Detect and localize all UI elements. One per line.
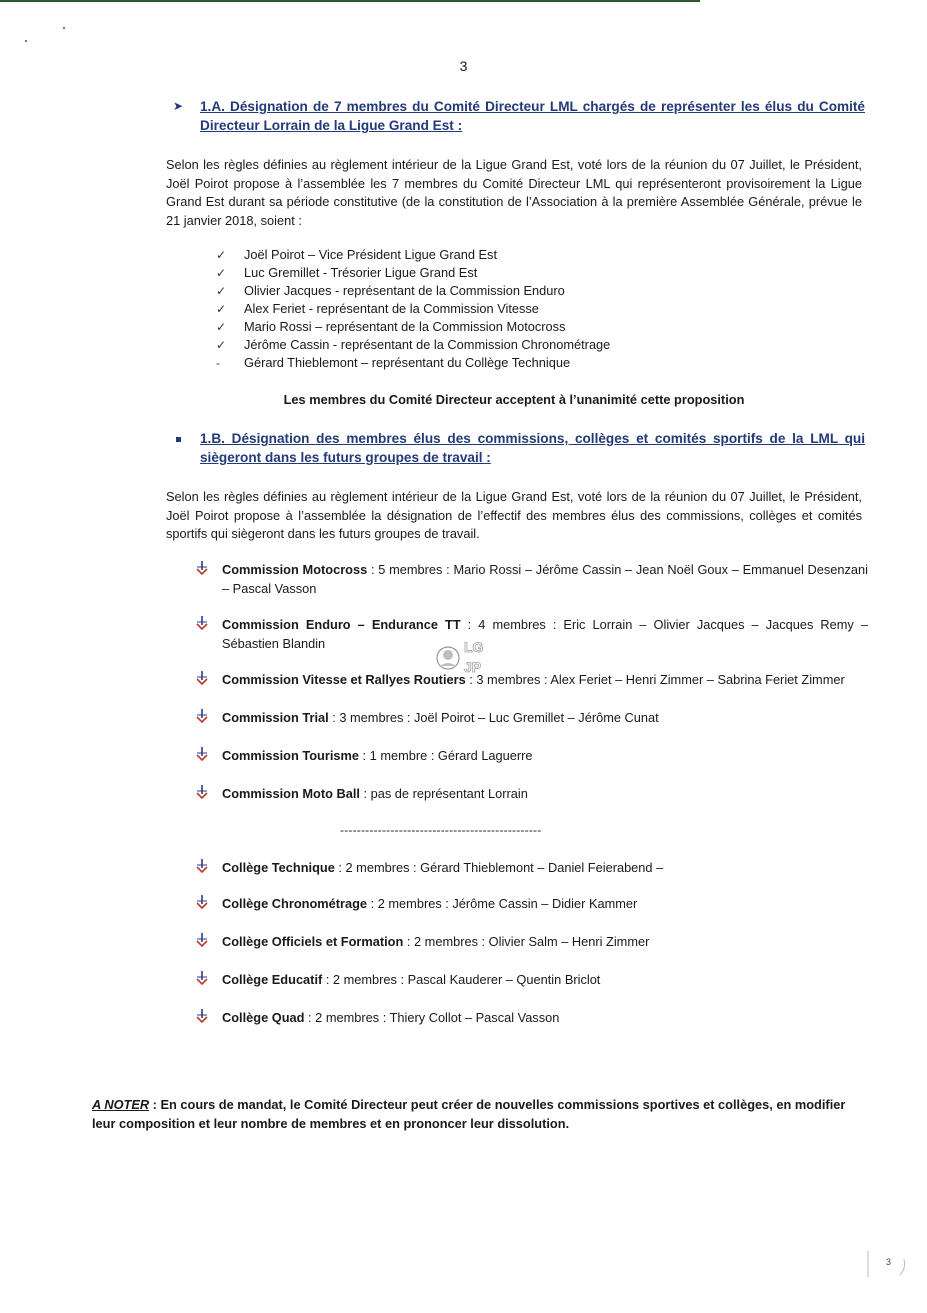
member-item (216, 318, 610, 336)
commission-entry (196, 784, 868, 803)
commission-text (222, 615, 868, 653)
square-bullet-icon (176, 437, 181, 442)
commission-entry (196, 615, 868, 653)
college-detail: : 2 membres : Olivier Salm – Henri Zimmer (403, 934, 650, 949)
commission-name: Commission Enduro – Endurance TT (222, 617, 461, 632)
college-name: Collège Educatif (222, 972, 323, 987)
down-arrow-bullet-icon (196, 1009, 208, 1023)
down-arrow-bullet-icon (196, 785, 208, 799)
member-text: Gérard Thieblemont – représentant du Collège Technique (244, 355, 571, 370)
down-arrow-bullet-icon (196, 709, 208, 723)
college-text (222, 858, 868, 877)
college-detail: : 2 membres : Jérôme Cassin – Didier Kammer (367, 896, 638, 911)
college-detail: : 2 membres : Gérard Thieblemont – Daniel Feierabend – (334, 860, 664, 875)
member-text: Luc Gremillet - Trésorier Ligue Grand Est (244, 265, 478, 280)
commission-entry (196, 746, 868, 765)
college-text (222, 932, 868, 951)
scan-speck (25, 40, 27, 42)
commission-name: Commission Moto Ball (222, 786, 360, 801)
checkmark-icon: ✓ (216, 320, 227, 334)
down-arrow-bullet-icon (196, 971, 208, 985)
college-entry (196, 894, 868, 913)
commission-detail: : 4 membres : Eric Lorrain – Olivier Jacques – Jacques Remy – Sébastien Blandin (222, 617, 868, 651)
checkmark-icon: ✓ (216, 248, 227, 262)
commission-text (222, 560, 868, 598)
note-text: : En cours de mandat, le Comité Directeur peut créer de nouvelles commissions sportives et collèges, en modifier leur composition et leur nombre de membres et en prononcer leur dissolution. (92, 1097, 846, 1131)
college-entry (196, 1008, 868, 1027)
commission-name: Commission Tourisme (222, 748, 359, 763)
college-entry (196, 932, 868, 951)
commission-name: Commission Vitesse et Rallyes Routiers (222, 672, 466, 687)
section-1a-heading: 1.A. Désignation de 7 membres du Comité Directeur LML chargés de représenter les élus du Comité Directeur Lorrain de la Ligue Grand Est : (200, 99, 865, 133)
commission-name: Commission Motocross (222, 562, 368, 577)
lgjp-stamp (434, 634, 504, 680)
corner-mark-text: 3 (886, 1257, 892, 1267)
college-name: Collège Quad (222, 1010, 305, 1025)
member-item (216, 264, 610, 282)
corner-page-mark (866, 1247, 908, 1283)
commission-detail: : 5 membres : Mario Rossi – Jérôme Cassin – Jean Noël Goux – Emmanuel Desenzani – Pascal Vasson (222, 562, 868, 596)
stamp-letters-bottom: JP (464, 659, 482, 675)
commission-name: Commission Trial (222, 710, 329, 725)
college-name: Collège Technique (222, 860, 335, 875)
college-detail: : 2 membres : Thiery Collot – Pascal Vasson (304, 1010, 560, 1025)
member-item (216, 354, 610, 372)
college-name: Collège Chronométrage (222, 896, 368, 911)
commission-text (222, 784, 868, 803)
member-text: Mario Rossi – représentant de la Commission Motocross (244, 319, 566, 334)
member-text: Alex Feriet - représentant de la Commission Vitesse (244, 301, 539, 316)
stamp-letters-top: LG (464, 639, 484, 655)
college-detail: : 2 membres : Pascal Kauderer – Quentin Briclot (322, 972, 601, 987)
scan-speck (63, 27, 65, 29)
college-text (222, 1008, 868, 1027)
commission-entry (196, 560, 868, 598)
commission-entry (196, 670, 868, 689)
note-label: A NOTER (92, 1097, 150, 1112)
commission-text (222, 708, 868, 727)
dash-bullet-icon: - (216, 356, 220, 370)
section-1b-heading: 1.B. Désignation des membres élus des commissions, collèges et comités sportifs de la LML qui siègeront dans les futurs groupes de travail : (200, 431, 865, 465)
section-1b-intro: Selon les règles définies au règlement intérieur de la Ligue Grand Est, voté lors de la réunion du 07 Juillet, le Président, Joël Poirot propose à l’assemblée la désignation de l’effectif des membres élus des commissions, collèges et comités sportifs qui siègeront dans les futurs groupes de travail. (166, 489, 862, 541)
down-arrow-bullet-icon (196, 747, 208, 761)
down-arrow-bullet-icon (196, 895, 208, 909)
commission-detail: : 3 membres : Joël Poirot – Luc Gremillet – Jérôme Cunat (328, 710, 659, 725)
checkmark-icon: ✓ (216, 284, 227, 298)
college-entry (196, 970, 868, 989)
down-arrow-bullet-icon (196, 933, 208, 947)
separator-line: ------------------------------------------------ (340, 823, 542, 837)
college-entry (196, 858, 868, 877)
member-text: Joël Poirot – Vice Président Ligue Grand Est (244, 247, 498, 262)
down-arrow-bullet-icon (196, 671, 208, 685)
member-item (216, 300, 610, 318)
commission-entry (196, 708, 868, 727)
member-item (216, 282, 610, 300)
commission-detail: : 1 membre : Gérard Laguerre (359, 748, 533, 763)
section-1a-intro: Selon les règles définies au règlement intérieur de la Ligue Grand Est, voté lors de la réunion du 07 Juillet, le Président, Joël Poirot propose à l’assemblée les 7 membres du Comité Directeur LML qui représenteront provisoirement la Ligue Grand Est durant sa période constitutive (de la constitution de l’Association à la première Assemblée Générale, prévue le 21 janvier 2018, soient : (166, 157, 862, 228)
checkmark-icon: ✓ (216, 338, 227, 352)
down-arrow-bullet-icon (196, 561, 208, 575)
down-arrow-bullet-icon (196, 616, 208, 630)
checkmark-icon: ✓ (216, 302, 227, 316)
arrowhead-bullet-icon: ➤ (173, 99, 184, 113)
member-text: Jérôme Cassin - représentant de la Commission Chronométrage (244, 337, 611, 352)
commission-detail: : pas de représentant Lorrain (359, 786, 528, 801)
college-name: Collège Officiels et Formation (222, 934, 404, 949)
member-text: Olivier Jacques - représentant de la Commission Enduro (244, 283, 565, 298)
page-number: 3 (459, 58, 468, 74)
decision-statement: Les membres du Comité Directeur acceptent à l’unanimité cette proposition (283, 392, 745, 407)
members-list (216, 246, 610, 372)
member-item (216, 246, 610, 264)
college-text (222, 894, 868, 913)
member-item (216, 336, 610, 354)
top-border-line (0, 0, 700, 2)
commission-text (222, 670, 868, 689)
commission-text (222, 746, 868, 765)
checkmark-icon: ✓ (216, 266, 227, 280)
note-paragraph (92, 1095, 864, 1133)
college-text (222, 970, 868, 989)
down-arrow-bullet-icon (196, 859, 208, 873)
commission-detail: : 3 membres : Alex Feriet – Henri Zimmer – Sabrina Feriet Zimmer (465, 672, 845, 687)
